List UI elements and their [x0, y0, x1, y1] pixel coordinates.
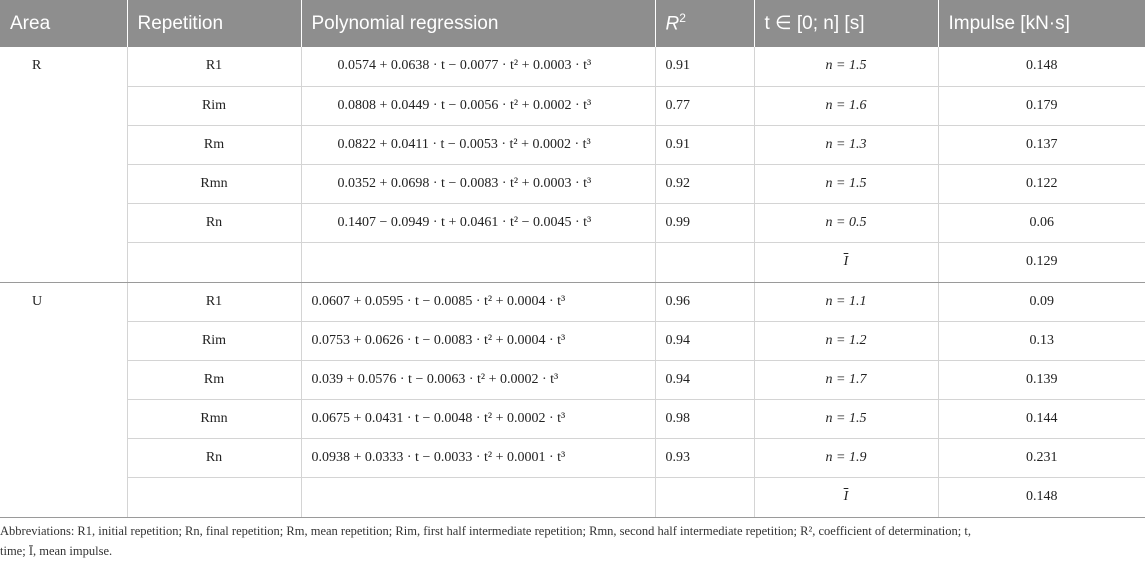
n-value: n = 1.3 [825, 136, 867, 152]
header-polynomial: Polynomial regression [301, 0, 655, 47]
table-row [0, 47, 1145, 86]
n-value: n = 1.1 [825, 293, 867, 309]
time-range-cell [754, 360, 938, 399]
table-row [0, 86, 1145, 125]
table-row [0, 282, 1145, 321]
r2-cell: 0.99 [655, 203, 754, 242]
time-range-cell [754, 321, 938, 360]
table-row [0, 321, 1145, 360]
polynomial-cell: 0.0675 + 0.0431 · t − 0.0048 · t² + 0.0002 · t³ [301, 399, 655, 438]
area-cell: U [0, 282, 127, 517]
time-range-cell [754, 282, 938, 321]
time-range-cell [754, 399, 938, 438]
polynomial-cell: 0.0822 + 0.0411 · t − 0.0053 · t² + 0.0002 · t³ [301, 125, 655, 164]
impulse-cell: 0.179 [938, 86, 1145, 125]
impulse-cell: 0.148 [938, 47, 1145, 86]
area-cell: R [0, 47, 127, 282]
table-row [0, 203, 1145, 242]
r2-cell: 0.94 [655, 360, 754, 399]
header-impulse: Impulse [kN·s] [948, 12, 1070, 34]
impulse-cell: 0.139 [938, 360, 1145, 399]
header-row [0, 0, 1145, 47]
r2-cell: 0.96 [655, 282, 754, 321]
impulse-cell: 0.122 [938, 164, 1145, 203]
repetition-cell: Rn [127, 438, 301, 477]
impulse-cell: 0.137 [938, 125, 1145, 164]
empty-cell [655, 477, 754, 517]
repetition-cell: Rn [127, 203, 301, 242]
r2-cell: 0.93 [655, 438, 754, 477]
polynomial-cell: 0.039 + 0.0576 · t − 0.0063 · t² + 0.0002 · t³ [301, 360, 655, 399]
n-value: n = 1.9 [825, 449, 867, 465]
empty-cell [301, 477, 655, 517]
empty-cell [127, 477, 301, 517]
n-value: n = 1.2 [825, 332, 867, 348]
time-range-cell [754, 47, 938, 86]
r2-cell: 0.91 [655, 47, 754, 86]
r2-cell: 0.91 [655, 125, 754, 164]
n-value: n = 1.5 [825, 175, 867, 191]
header-area: Area [0, 0, 127, 47]
mean-impulse-cell: 0.129 [938, 242, 1145, 282]
time-range-cell [754, 125, 938, 164]
repetition-cell: Rm [127, 125, 301, 164]
table-footnote [0, 521, 1135, 561]
repetition-cell: Rm [127, 360, 301, 399]
n-value: n = 0.5 [825, 214, 867, 230]
header-r2-base: R [665, 13, 680, 35]
n-value: n = 1.6 [825, 97, 867, 113]
n-value: n = 1.5 [825, 58, 867, 74]
polynomial-cell: 0.0607 + 0.0595 · t − 0.0085 · t² + 0.0004 · t³ [301, 282, 655, 321]
mean-impulse-cell: 0.148 [938, 477, 1145, 517]
footnote-line-1: Abbreviations: R1, initial repetition; Rn, final repetition; Rm, mean repetition; Rim, first half intermediate repetition; Rmn, second half intermediate repetition; R², coefficient of determination; t, [0, 524, 971, 538]
header-r-squared [655, 0, 754, 47]
table-row [0, 125, 1145, 164]
table-row [0, 164, 1145, 203]
table-row [0, 399, 1145, 438]
impulse-cell: 0.13 [938, 321, 1145, 360]
impulse-cell: 0.144 [938, 399, 1145, 438]
repetition-cell: R1 [127, 282, 301, 321]
mean-impulse-symbol: $\overline{I}$ [843, 489, 849, 504]
r2-cell: 0.77 [655, 86, 754, 125]
table-row [0, 438, 1145, 477]
polynomial-cell: 0.0574 + 0.0638 · t − 0.0077 · t² + 0.0003 · t³ [301, 47, 655, 86]
mean-label-cell [754, 242, 938, 282]
polynomial-cell: 0.1407 − 0.0949 · t + 0.0461 · t² − 0.0045 · t³ [301, 203, 655, 242]
empty-cell [127, 242, 301, 282]
impulse-cell: 0.06 [938, 203, 1145, 242]
mean-label-cell [754, 477, 938, 517]
repetition-cell: Rmn [127, 399, 301, 438]
polynomial-cell: 0.0938 + 0.0333 · t − 0.0033 · t² + 0.0001 · t³ [301, 438, 655, 477]
header-r2-sup: 2 [679, 11, 686, 26]
mean-impulse-symbol: $\overline{I}$ [843, 254, 849, 269]
empty-cell [301, 242, 655, 282]
repetition-cell: R1 [127, 47, 301, 86]
time-range-cell [754, 203, 938, 242]
r2-cell: 0.92 [655, 164, 754, 203]
time-range-cell [754, 164, 938, 203]
n-value: n = 1.5 [825, 410, 867, 426]
header-repetition: Repetition [127, 0, 301, 47]
repetition-cell: Rmn [127, 164, 301, 203]
footnote-line-2: time; Ī, mean impulse. [0, 544, 113, 558]
mean-row [0, 242, 1145, 282]
r2-cell: 0.94 [655, 321, 754, 360]
polynomial-cell: 0.0753 + 0.0626 · t − 0.0083 · t² + 0.0004 · t³ [301, 321, 655, 360]
impulse-cell: 0.231 [938, 438, 1145, 477]
empty-cell [655, 242, 754, 282]
mean-row [0, 477, 1145, 517]
polynomial-cell: 0.0352 + 0.0698 · t − 0.0083 · t² + 0.0003 · t³ [301, 164, 655, 203]
impulse-cell: 0.09 [938, 282, 1145, 321]
r2-cell: 0.98 [655, 399, 754, 438]
n-value: n = 1.7 [825, 371, 867, 387]
repetition-cell: Rim [127, 86, 301, 125]
header-time-range: t ∈ [0; n] [s] [754, 0, 938, 47]
polynomial-cell: 0.0808 + 0.0449 · t − 0.0056 · t² + 0.0002 · t³ [301, 86, 655, 125]
time-range-cell [754, 86, 938, 125]
table-row [0, 360, 1145, 399]
time-range-cell [754, 438, 938, 477]
repetition-cell: Rim [127, 321, 301, 360]
